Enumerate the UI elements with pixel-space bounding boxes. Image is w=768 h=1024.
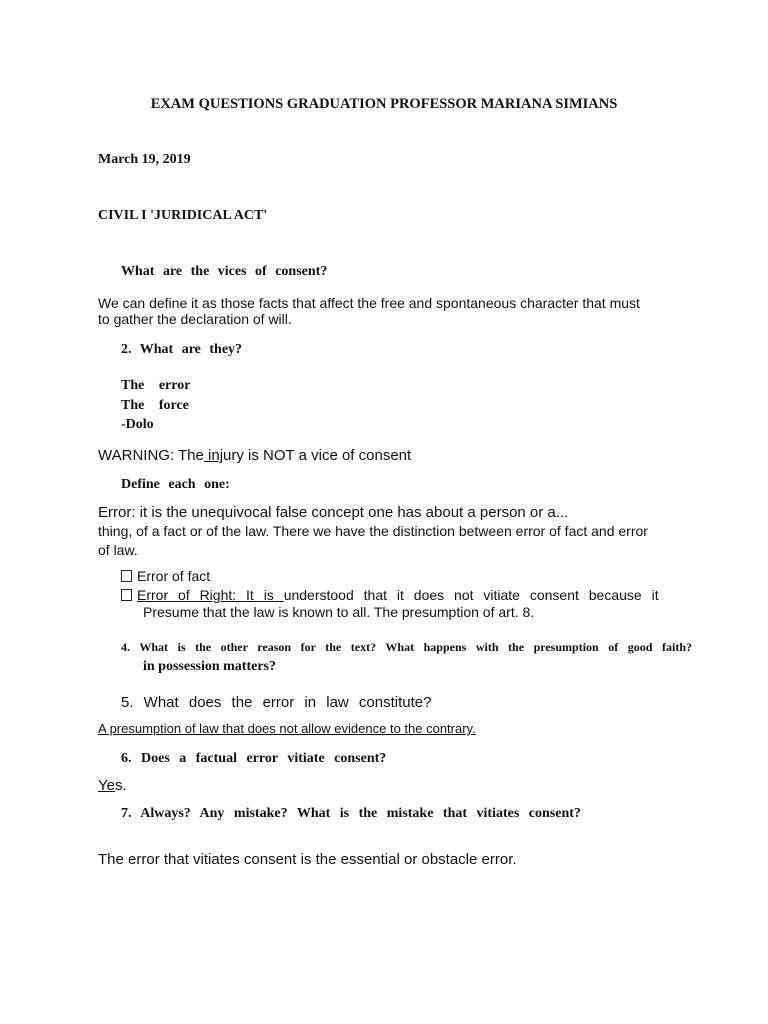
answer-6-rest: s.	[114, 777, 127, 794]
error-definition	[98, 503, 648, 560]
vice-item: The error	[121, 378, 191, 393]
answer-7: The error that vitiates consent is the essential or obstacle error.	[98, 851, 517, 868]
question-4: 4. What is the other reason for the text? What happens with the presumption of good faith?	[121, 640, 692, 654]
answer-1	[98, 295, 640, 327]
warning-note	[98, 447, 411, 464]
vice-item: -Dolo	[121, 417, 154, 432]
warning-text-end: ury is NOT a vice of consent	[223, 447, 412, 464]
question-4-continuation: in possession matters?	[143, 659, 277, 674]
checkbox-glyph-icon	[121, 589, 132, 601]
answer-6	[98, 777, 127, 794]
question-5: 5. What does the error in law constitute?	[121, 694, 432, 711]
list-item-label: understood that it does not vitiate consent because it	[283, 587, 659, 603]
document-title: EXAM QUESTIONS GRADUATION PROFESSOR MARIANA SIMIANS	[150, 96, 618, 112]
answer-6-underlined: Ye	[98, 777, 115, 794]
error-definition-line-2: thing, of a fact or of the law. There we have the distinction between error of fact and error	[98, 523, 648, 539]
question-2: 2. What are they?	[121, 342, 243, 357]
answer-5: A presumption of law that does not allow evidence to the contrary.	[98, 721, 476, 736]
error-definition-line-1: Error: it is the unequivocal false concept one has about a person or a...	[98, 504, 569, 521]
list-item-label-underlined: Error of Right: It is	[137, 587, 284, 603]
question-6: 6. Does a factual error vitiate consent?	[121, 751, 387, 766]
list-item-label: Error of fact	[137, 568, 211, 584]
list-item	[121, 568, 210, 584]
warning-text-underlined: inj	[203, 447, 224, 464]
list-item-continuation: Presume that the law is known to all. The presumption of art. 8.	[143, 604, 535, 620]
question-3: Define each one:	[121, 477, 230, 492]
question-7: 7. Always? Any mistake? What is the mistake that vitiates consent?	[121, 806, 581, 821]
section-heading: CIVIL I 'JURIDICAL ACT'	[98, 208, 268, 223]
question-1: What are the vices of consent?	[121, 264, 328, 279]
list-item	[121, 587, 659, 603]
checkbox-glyph-icon	[121, 570, 132, 582]
exam-date: March 19, 2019	[98, 152, 191, 167]
warning-text-start: WARNING: The	[98, 447, 204, 464]
answer-1-line-1: We can define it as those facts that affect the free and spontaneous character that must	[98, 295, 640, 311]
vice-item: The force	[121, 398, 189, 413]
error-definition-line-3: of law.	[98, 542, 138, 558]
answer-1-line-2: to gather the declaration of will.	[98, 311, 292, 327]
